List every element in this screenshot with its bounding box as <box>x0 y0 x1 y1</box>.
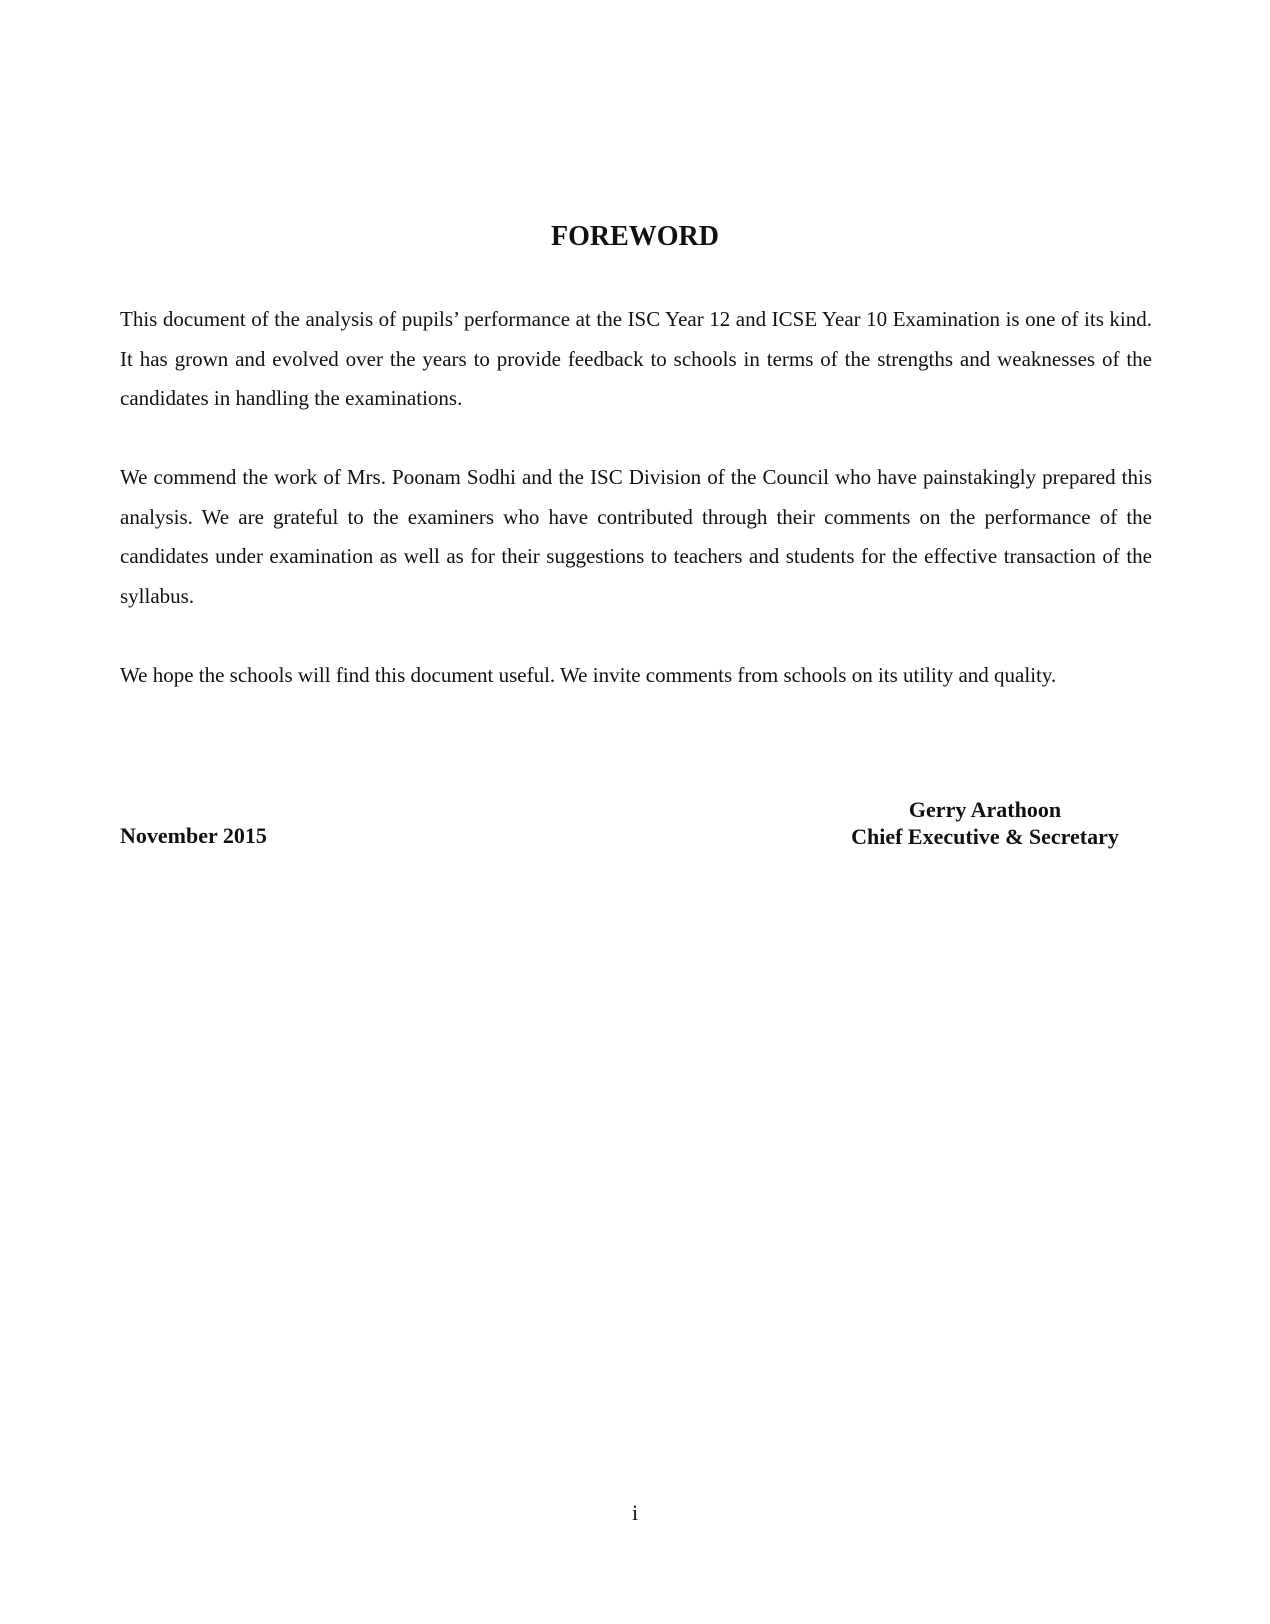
foreword-body <box>120 300 1152 735</box>
page-title: FOREWORD <box>551 221 719 252</box>
signatory-name: Gerry Arathoon <box>908 797 1062 822</box>
paragraph-1: This document of the analysis of pupils’ performance at the ISC Year 12 and ICSE Year 10 Examination is one of its kind. It has grown and evolved over the years to provide feedback to schools in terms of the strengths and weaknesses of the candidates in handling the examinations. <box>120 307 1152 410</box>
paragraph-2: We commend the work of Mrs. Poonam Sodhi and the ISC Division of the Council who have painstakingly prepared this analysis. We are grateful to the examiners who have contributed through their comments on the performance of the candidates under examination as well as for their suggestions to teachers and students for the effective transaction of the syllabus. <box>120 465 1152 608</box>
paragraph-3: We hope the schools will find this document useful. We invite comments from schools on its utility and quality. <box>120 662 1057 687</box>
signatory-role: Chief Executive & Secretary <box>851 824 1119 849</box>
signatory-block <box>820 796 1150 850</box>
page-number: i <box>631 1500 639 1525</box>
document-date: November 2015 <box>120 823 267 848</box>
